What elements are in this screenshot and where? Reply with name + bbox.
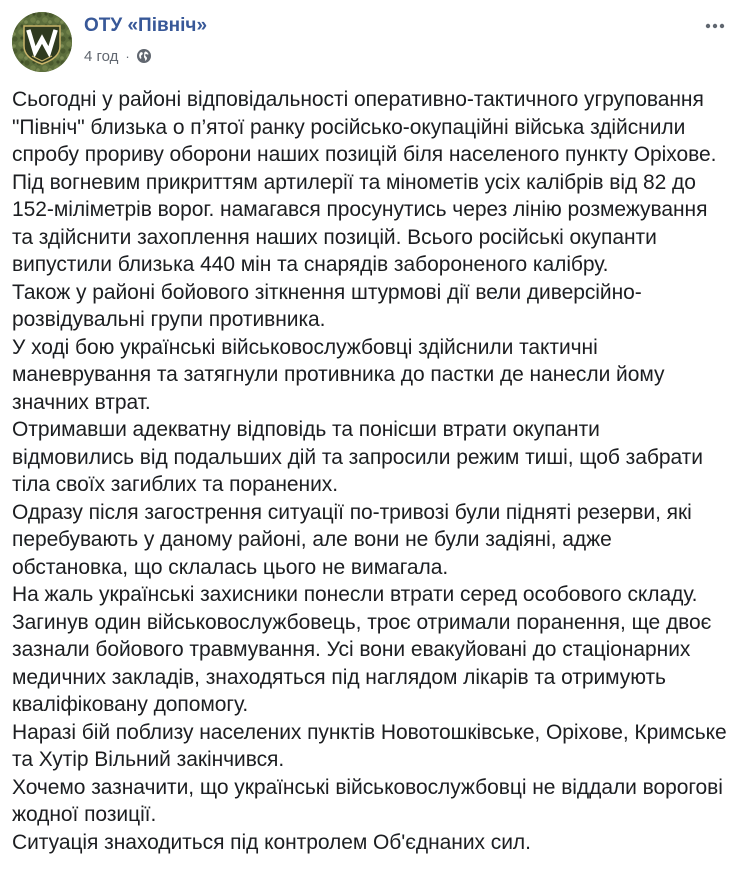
globe-icon[interactable] [136,48,152,64]
avatar[interactable] [12,12,72,72]
unit-emblem-icon [12,12,72,72]
post-paragraph: Отримавши адекватну відповідь та понісши втрати окупанти відмовились від подальших дій та запросили режим тиші, щоб забрати тіла своїх загиблих та поранених. [12,418,703,496]
post-meta [84,46,152,66]
post-paragraph: У ході бою українські військовослужбовці здійснили тактичні маневрування та затягнули противника до пастки де нанесли йому значних втрат. [12,335,665,414]
post-paragraph: Також у районі бойового зіткнення штурмові дії вели диверсійно-розвідувальні групи противника. [12,280,642,331]
post-paragraph: На жаль українські захисники понесли втрати серед особового складу. Загинув один військовослужбовець, троє отримали поранення, ще двоє зазнали бойового травмування. Усі вони евакуйовані до стаціонарних медичних закладів, знаходяться під наглядом лікарів та отримують кваліфіковану допомогу. [12,583,712,716]
meta-separator: · [125,48,130,64]
more-options-icon [705,16,725,36]
more-options-button[interactable] [701,16,729,40]
post-paragraph: Наразі бій поблизу населених пунктів Новотошківське, Оріхове, Кримське та Хутір Вільний закінчився. [12,720,727,771]
post-author-name[interactable]: ОТУ «Північ» [84,15,208,36]
post-header [12,12,729,72]
post-paragraph: Хочемо зазначити, що українські військовослужбовці не віддали ворогові жодної позиції. [12,775,723,826]
post-body [12,86,727,856]
post-paragraph: Ситуація знаходиться під контролем Об'єднаних сил. [12,830,531,854]
post-timestamp[interactable]: 4 год [84,47,119,65]
post-paragraph: Одразу після загострення ситуації по-тривозі були підняті резерви, які перебувають у даному районі, але вони не були задіяні, адже обстановка, що склалась цього не вимагала. [12,500,692,579]
post-paragraph: Сьогодні у районі відповідальності оперативно-тактичного угруповання "Північ" близька о п’ятої ранку російсько-окупаційні війська здійснили спробу прориву оборони наших позицій біля населеного пункту Оріхове. Під вогневим прикриттям артилерії та мінометів усіх калібрів від 82 до 152-міліметрів ворог. намагався просунутись через лінію розмежування та здійснити захоплення наших позицій. Всього російські окупанти випустили близька 440 мін та снарядів забороненого калібру. [12,88,717,276]
